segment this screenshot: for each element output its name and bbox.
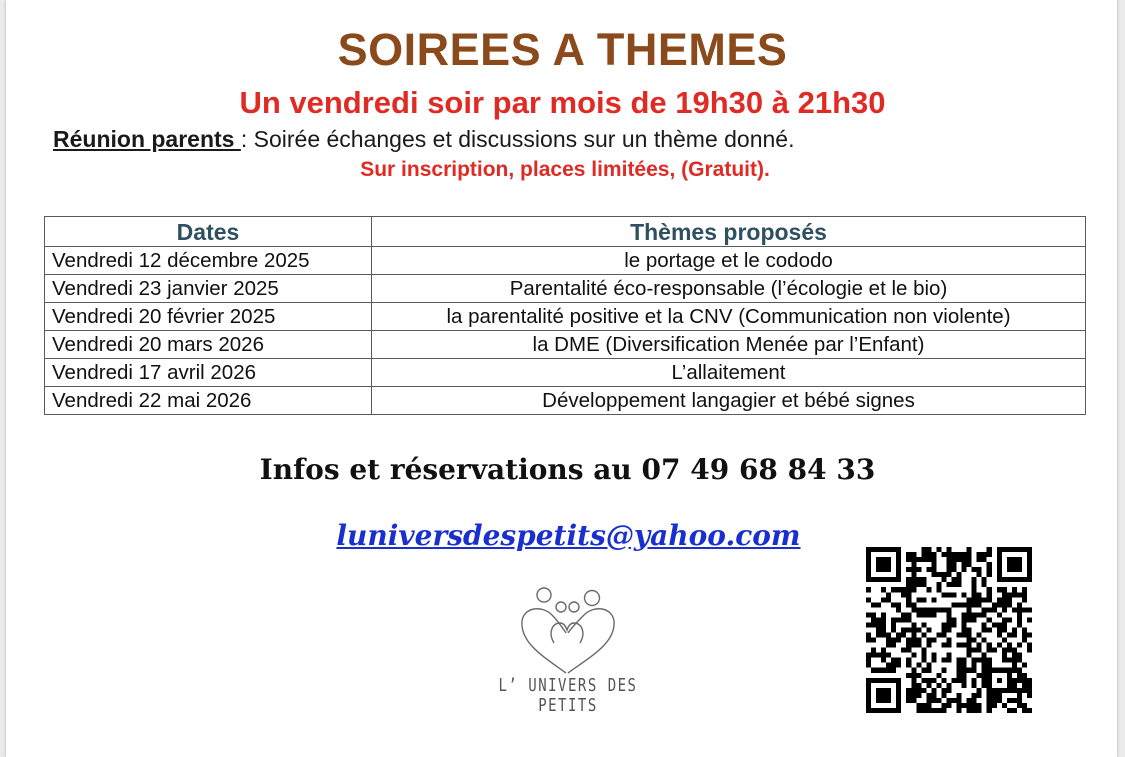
table-row: [45, 331, 1086, 359]
table-row: [45, 387, 1086, 415]
family-hearts-icon: [514, 585, 624, 677]
row-theme: la DME (Diversification Menée par l’Enfant): [372, 331, 1086, 359]
themes-table: [44, 216, 1086, 415]
registration-note: Sur inscription, places limitées, (Gratuit).: [360, 158, 770, 181]
logo: [468, 585, 668, 716]
logo-text: L’ UNIVERS DES PETITS: [498, 676, 638, 716]
row-theme: Développement langagier et bébé signes: [372, 387, 1086, 415]
table-row: [45, 303, 1086, 331]
intro-line: [53, 124, 1053, 154]
qr-code-icon[interactable]: [866, 547, 1032, 713]
row-date: Vendredi 20 mars 2026: [45, 331, 372, 359]
row-theme: le portage et le cododo: [372, 247, 1086, 275]
booking-info: Infos et réservations au 07 49 68 84 33: [259, 453, 876, 486]
table-row: [45, 275, 1086, 303]
intro-lead: Réunion parents: [53, 126, 241, 152]
schedule-subtitle: Un vendredi soir par mois de 19h30 à 21h30: [239, 85, 886, 120]
table-row: [45, 247, 1086, 275]
row-theme: Parentalité éco-responsable (l’écologie et le bio): [372, 275, 1086, 303]
row-date: Vendredi 20 février 2025: [45, 303, 372, 331]
row-theme: L’allaitement: [372, 359, 1086, 387]
row-date: Vendredi 22 mai 2026: [45, 387, 372, 415]
row-theme: la parentalité positive et la CNV (Communication non violente): [372, 303, 1086, 331]
table-row: [45, 359, 1086, 387]
header-themes: Thèmes proposés: [372, 217, 1086, 247]
row-date: Vendredi 12 décembre 2025: [45, 247, 372, 275]
row-date: Vendredi 23 janvier 2025: [45, 275, 372, 303]
table-header-row: [45, 217, 1086, 247]
row-date: Vendredi 17 avril 2026: [45, 359, 372, 387]
header-dates: Dates: [45, 217, 372, 247]
email-link[interactable]: luniversdespetits@yahoo.com: [336, 519, 801, 552]
page-title: SOIREES A THEMES: [337, 24, 788, 75]
intro-text: : Soirée échanges et discussions sur un thème donné.: [240, 126, 795, 152]
